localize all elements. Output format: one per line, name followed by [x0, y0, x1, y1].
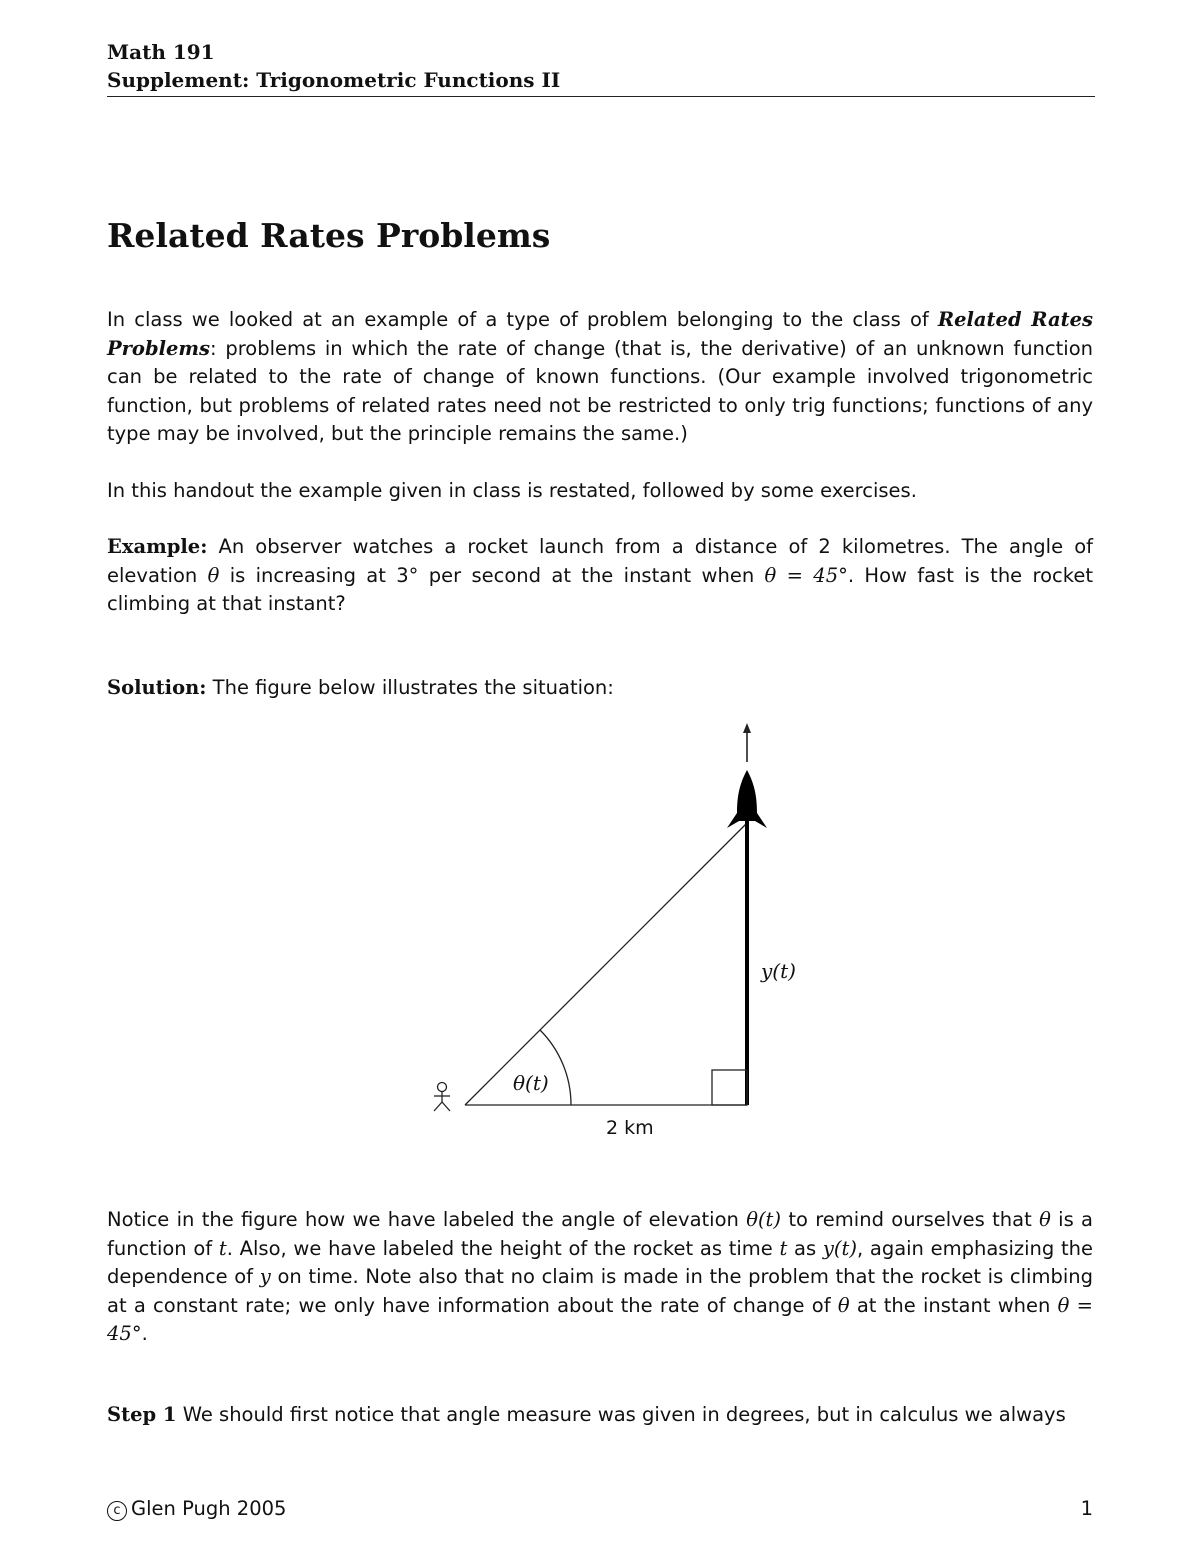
t-symbol: t — [779, 1236, 788, 1260]
intro-text-b: : problems in which the rate of change (that is, the derivative) of an unknown function can be related to the rate of change of known functions. (Our example involved trigonometric function, but problems of related rates need not be restricted to only trig functions; functions of any type may be involved, but the principle remains the same.) — [107, 336, 1093, 446]
notice-text: . — [141, 1322, 148, 1346]
up-arrow-icon — [743, 723, 751, 762]
footer-copyright — [107, 1496, 286, 1522]
rocket-icon — [727, 770, 767, 828]
base-label: 2 km — [606, 1117, 654, 1139]
theta-equation: θ = 45° — [107, 1293, 1093, 1346]
solution-label: Solution: — [107, 676, 207, 699]
theta-symbol: θ — [837, 1293, 850, 1317]
step1-paragraph — [107, 1401, 1093, 1430]
course-title: Math 191 — [107, 40, 215, 64]
notice-text: Notice in the figure how we have labeled the angle of elevation — [107, 1208, 747, 1231]
rocket-figure — [420, 715, 820, 1155]
notice-text: is a function of — [107, 1208, 1093, 1260]
notice-text: on time. Note also that no claim is made in the problem that the rocket is climbing at a constant rate; we only have information about the rate of change of — [107, 1265, 1094, 1317]
notice-text: . Also, we have labeled the height of the rocket as time — [226, 1236, 780, 1260]
stick-figure-icon — [434, 1083, 450, 1112]
page-number: 1 — [1080, 1497, 1093, 1520]
step1-text: We should first notice that angle measure was given in degrees, but in calculus we always — [176, 1403, 1066, 1426]
step1-label: Step 1 — [107, 1403, 177, 1426]
header-rule — [107, 96, 1095, 97]
example-text-b: is increasing at 3° per second at the instant when — [219, 563, 765, 587]
notice-paragraph — [107, 1206, 1093, 1349]
solution-text: The figure below illustrates the situation: — [206, 676, 614, 699]
intro-text-a: In class we looked at an example of a type of problem belonging to the class of — [107, 308, 938, 331]
theta-symbol: θ — [207, 563, 220, 587]
section-heading: Related Rates Problems — [107, 216, 551, 255]
supplement-title: Supplement: Trigonometric Functions II — [107, 68, 561, 92]
notice-text: to remind ourselves that — [781, 1208, 1040, 1231]
related-rates-term: Related Rates Problems — [107, 308, 1093, 360]
theta-of-t: θ(t) — [746, 1208, 781, 1231]
intro-paragraph — [107, 306, 1093, 449]
example-text-c: . How fast is the rocket climbing at that instant? — [107, 563, 1094, 616]
example-text-a: An observer watches a rocket launch from a distance of 2 kilometres. The angle of elevation — [107, 535, 1093, 587]
solution-paragraph — [107, 674, 1093, 703]
line-of-sight — [465, 823, 747, 1105]
notice-text: , again emphasizing the dependence of — [107, 1236, 1093, 1289]
y-of-t: y(t) — [822, 1236, 857, 1260]
t-symbol: t — [218, 1236, 227, 1260]
handout-note: In this handout the example given in class is restated, followed by some exercises. — [107, 479, 917, 502]
example-label: Example: — [107, 535, 208, 558]
theta-symbol: θ — [1039, 1208, 1051, 1231]
footer-author: Glen Pugh 2005 — [131, 1497, 287, 1520]
angle-label: θ(t) — [513, 1071, 549, 1095]
y-symbol: y — [259, 1265, 271, 1289]
height-label: y(t) — [761, 959, 796, 983]
notice-text: as — [787, 1236, 823, 1260]
copyright-icon: c — [107, 1501, 127, 1521]
right-angle-marker — [712, 1070, 747, 1105]
theta-equation: θ = 45° — [764, 563, 848, 587]
notice-text: at the instant when — [849, 1293, 1058, 1317]
example-paragraph — [107, 533, 1093, 619]
